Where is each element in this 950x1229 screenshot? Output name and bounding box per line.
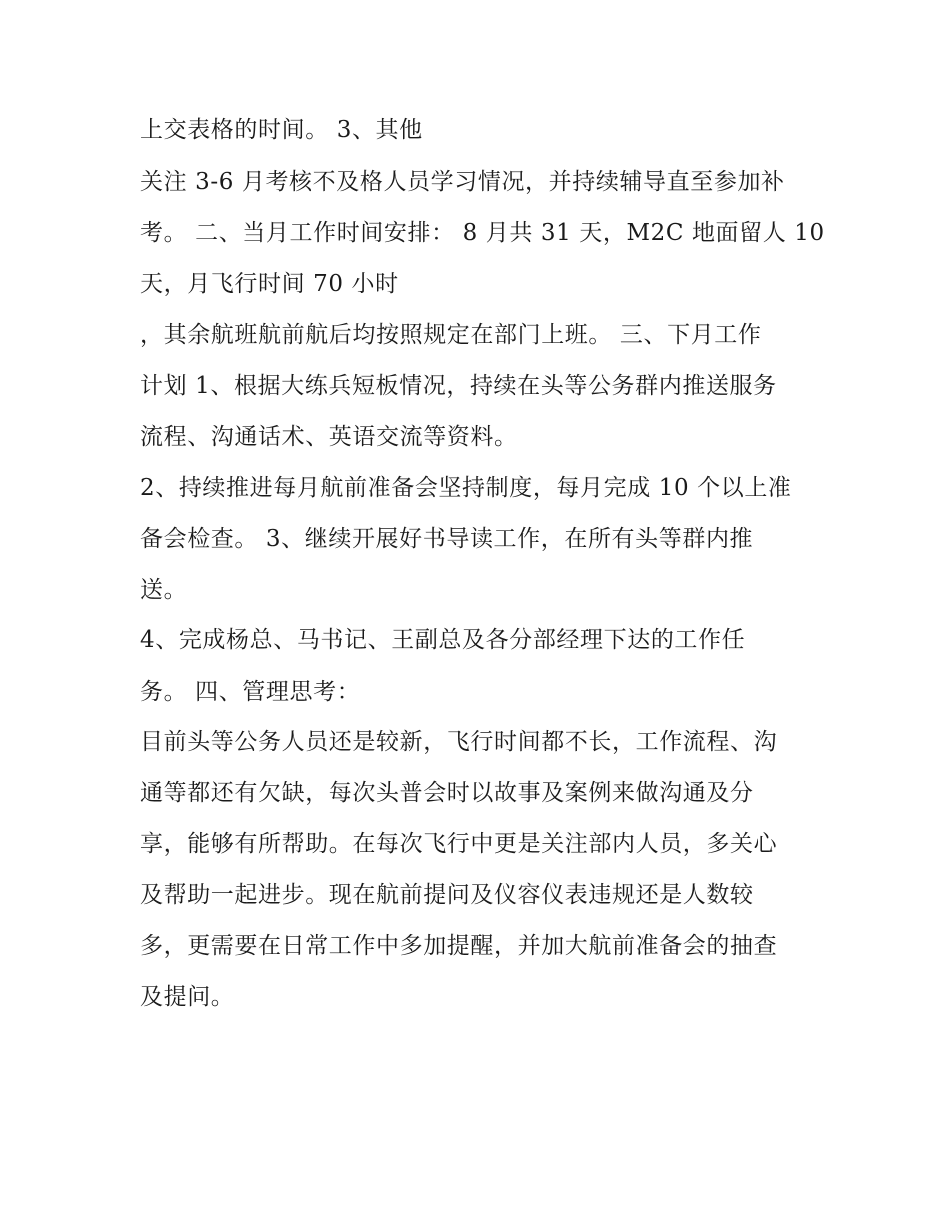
text-line: 多，更需要在日常工作中多加提醒，并加大航前准备会的抽查: [140, 933, 778, 959]
text-line: 考。 二、当月工作时间安排： 8 月共 31 天，M2C 地面留人 10: [140, 220, 825, 246]
text-line: 计划 1、根据大练兵短板情况，持续在头等公务群内推送服务: [140, 373, 777, 399]
text-line: 享，能够有所帮助。在每次飞行中更是关注部内人员，多关心: [140, 831, 778, 857]
text-line: ，其余航班航前航后均按照规定在部门上班。 三、下月工作: [140, 322, 762, 348]
text-line: 务。 四、管理思考：: [140, 679, 361, 705]
text-line: 4、完成杨总、马书记、王副总及各分部经理下达的工作任: [140, 627, 746, 653]
text-line: 上交表格的时间。 3、其他: [140, 117, 423, 143]
text-line: 天，月飞行时间 70 小时: [140, 271, 399, 297]
text-line: 送。: [140, 577, 188, 603]
text-line: 备会检查。 3、继续开展好书导读工作，在所有头等群内推: [140, 526, 754, 552]
text-line: 通等都还有欠缺，每次头普会时以故事及案例来做沟通及分: [140, 780, 754, 806]
text-line: 流程、沟通话术、英语交流等资料。: [140, 424, 518, 450]
text-line: 及提问。: [140, 984, 235, 1010]
text-line: 目前头等公务人员还是较新，飞行时间都不长，工作流程、沟: [140, 729, 778, 755]
text-line: 关注 3-6 月考核不及格人员学习情况，并持续辅导直至参加补: [140, 169, 785, 195]
text-line: 2、持续推进每月航前准备会坚持制度，每月完成 10 个以上准: [140, 475, 792, 501]
text-line: 及帮助一起进步。现在航前提问及仪容仪表违规还是人数较: [140, 882, 754, 908]
